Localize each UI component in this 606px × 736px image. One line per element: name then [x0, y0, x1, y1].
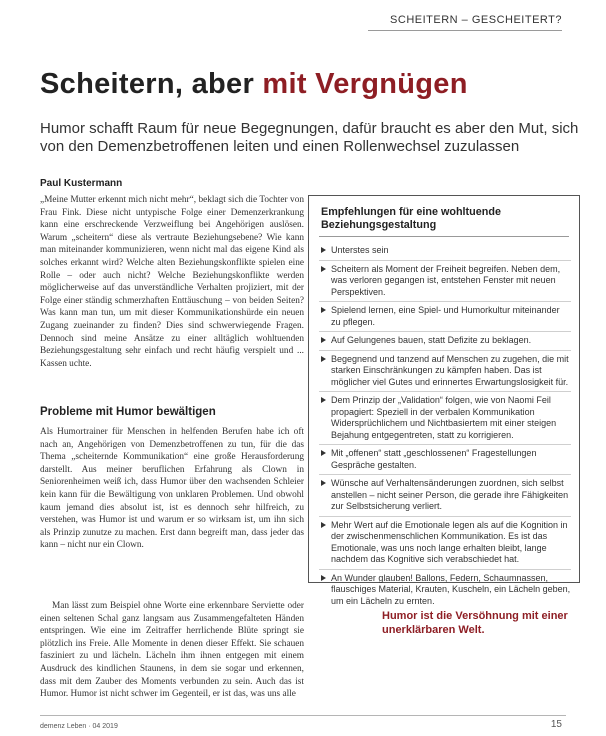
section-heading: Probleme mit Humor bewältigen [40, 406, 216, 418]
list-item: Scheitern als Moment der Freiheit begreifen. Neben dem, was verloren gegangen ist, entstehen Fenster mit neuen Perspektiven. [319, 261, 571, 303]
intro-paragraph: „Meine Mutter erkennt mich nicht mehr“, beklagt sich die Tochter von Frau Fink. Diese nicht untypische Folge einer Demenzerkrankung kann eine erschreckende Verzweiflung bei Angehörigen auslösen. Warum „scheitern“ diese als vertraute Beziehungsebene? Wie kann man miteinander kommunizieren, wenn nicht mal das eigene Kind als solches erkannt wird? Welche alten Beziehungskonflikte spielen eine Rolle – oder auch nicht? Welche Beziehungskonflikte werden möglicherweise auf das unverständliche Verhalten projiziert, mit der Folge einer ständig schmerzhaften Enttäuschung – von beiden Seiten? Was kann man tun, um mit dieser Kommunikationshürde ein neuen Zugang zueinander zu finden? Dies sind schwerwiegende Fragen. Dennoch sind meine Ansätze zu einer alltäglich wohltuenden Beziehungsgestaltung sehr einfach und recht häufig verspielt und ... Kassen uchte. [40, 195, 304, 369]
article-title [40, 68, 468, 101]
list-item: Begegnend und tanzend auf Menschen zu zugehen, die mit starken Einschränkungen zu kämpfen haben. Das ist möglicher viel Gutes und erinnertes Erwartungslosigkeit für. [319, 351, 571, 393]
bullet-triangle-icon [321, 247, 326, 253]
bullet-triangle-icon [321, 307, 326, 313]
list-item: Spielend lernen, eine Spiel- und Humorkultur miteinander zu pflegen. [319, 302, 571, 332]
list-item: Auf Gelungenes bauen, statt Defizite zu beklagen. [319, 332, 571, 351]
bullet-triangle-icon [321, 450, 326, 456]
pull-quote: Humor ist die Versöhnung mit einer unerklärbaren Welt. [382, 610, 568, 636]
bullet-triangle-icon [321, 356, 326, 362]
recommendations-list [319, 242, 571, 610]
article-subtitle: Humor schafft Raum für neue Begegnungen, dafür braucht es aber den Mut, sich von den Demenzbetroffenen leiten und einen Rollenwechsel zuzulassen [40, 120, 579, 155]
recommendations-box [308, 195, 580, 606]
header-rule [368, 30, 562, 31]
bullet-triangle-icon [321, 480, 326, 486]
body-paragraph-2: Man lässt zum Beispiel ohne Worte eine erkennbare Serviette oder einen seltenen Schal ganz langsam aus Zusammengefalteten Händen entspringen. Wie eine im Zeitraffer herrlichende Blüte springt sie plötzlich ins Freie. Alle Momente in denen dieser Effekt. Sie schauen fasziniert zu und lächeln. Lächeln ihm ihnen entgegen mit einem Ausdruck des kindlichen Staunens, in dem sie sogar und erkennen, dass mit dem Zauber des Moments verbunden zu sein. Auch das ist Humor. Humor ist nicht schwer im Gegenteil, er ist das, was uns alle [40, 601, 304, 700]
bullet-triangle-icon [321, 266, 326, 272]
footer-rule [40, 715, 566, 716]
title-accent: mit Vergnügen [262, 68, 468, 100]
bullet-triangle-icon [321, 522, 326, 528]
author-name: Paul Kustermann [40, 178, 123, 189]
bullet-triangle-icon [321, 337, 326, 343]
page-number: 15 [550, 719, 562, 730]
title-main: Scheitern, aber [40, 68, 263, 100]
box-divider [319, 236, 569, 237]
body-paragraph: Als Humortrainer für Menschen in helfenden Berufen habe ich oft nach an, Angehörigen von Demenzbetroffenen zu tun, für die das Thema „scheiternde Kommunikation“ eine große Herausforderung darstellt. Aus meiner beruflichen Erfahrung als Clown in Seniorenheimen weiß ich, dass Humor über den wachsenden Schleier kein kann für die Bewältigung von unklaren Problemen. Und obwohl kaum jemand dies absolut ist, ist es dennoch sehr hilfreich, zu verstehen, was Humor ist und warum er so wirksam ist, um ihn sich als Prinzip zunutze zu machen. Erst dann begreift man, dass jeder das kann – nicht nur ein Clown. [40, 427, 304, 551]
box-title: Empfehlungen für eine wohltuende Beziehungsgestaltung [321, 206, 501, 231]
list-item: Mehr Wert auf die Emotionale legen als auf die Kognition in der zwischenmenschlichen Kommunikation. Es ist das Emotionale, was uns noch lange erhalten bleibt, lange nachdem das Kognitive sich verabschiedet hat. [319, 517, 571, 570]
list-item: Unterstes sein [319, 242, 571, 261]
list-item: Wünsche auf Verhaltensänderungen zuordnen, sich selbst anstellen – nicht seiner Person, die gerade ihre Fähigkeiten zur Selbstsicherung verliert. [319, 475, 571, 517]
footer-publication: demenz Leben · 04 2019 [40, 723, 118, 730]
section-label: SCHEITERN – GESCHEITERT? [390, 14, 562, 26]
list-item: Dem Prinzip der „Validation“ folgen, wie von Naomi Feil propagiert: Speziell in der verbalen Kommunikation Widersprüchlichem und Nichtbasiertem mit einer steigen Bejahung entgegentreten, statt zu korrigieren. [319, 392, 571, 445]
bullet-triangle-icon [321, 575, 326, 581]
bullet-triangle-icon [321, 397, 326, 403]
list-item: An Wunder glauben! Ballons, Federn, Schaumnassen, flauschiges Material, Krauten, Kuscheln, ein Lächeln geben, um ein Lächeln zu ernten. [319, 570, 571, 611]
list-item: Mit „offenen“ statt „geschlossenen“ Fragestellungen Gespräche gestalten. [319, 445, 571, 475]
